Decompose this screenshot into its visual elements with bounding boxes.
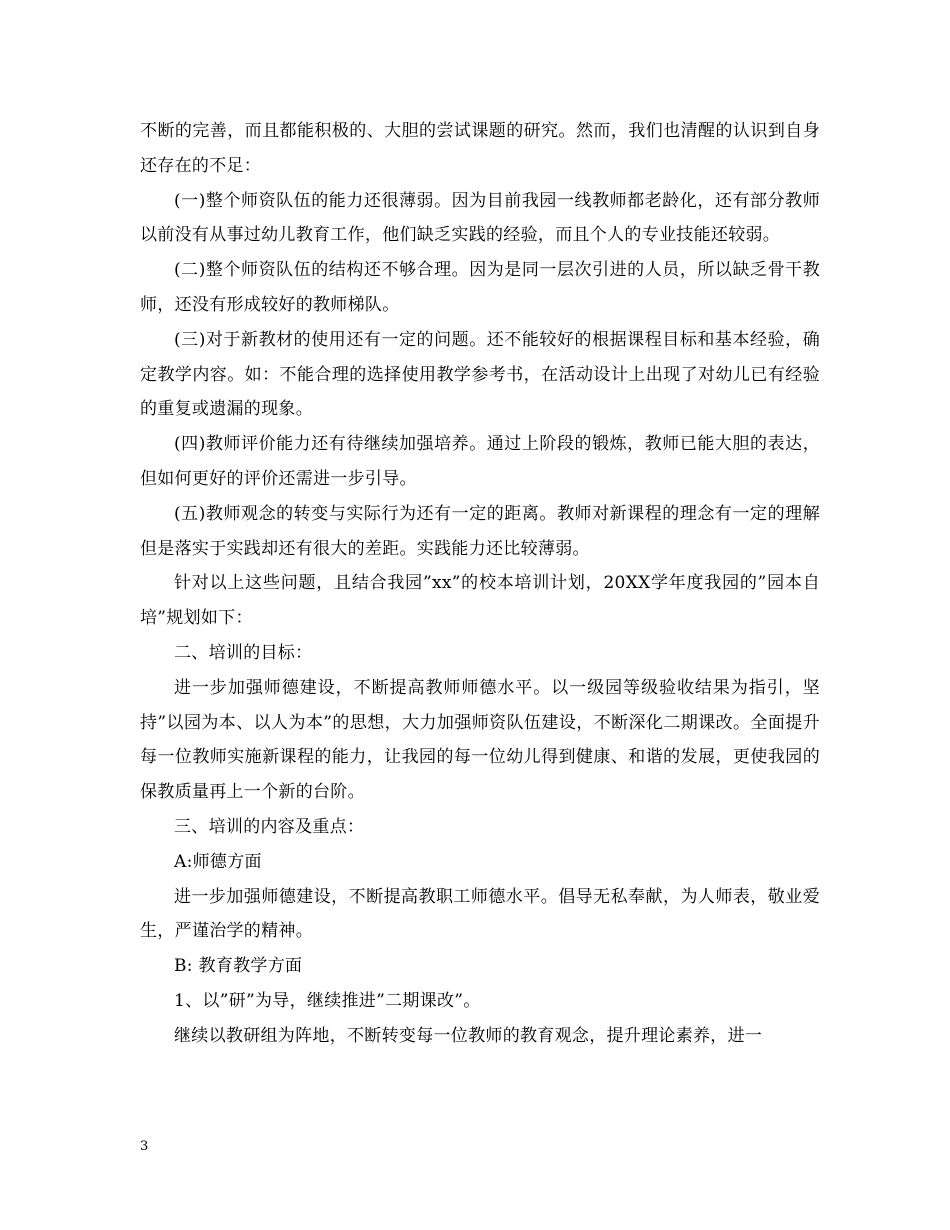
paragraph: (一)整个师资队伍的能力还很薄弱。因为目前我园一线教师都老龄化，还有部分教师以前没有从事过幼儿教育工作，他们缺乏实践的经验，而且个人的专业技能还较弱。 <box>140 190 820 246</box>
paragraph: (五)教师观念的转变与实际行为还有一定的距离。教师对新课程的理念有一定的理解但是落实于实践却还有很大的差距。实践能力还比较薄弱。 <box>140 503 820 559</box>
paragraph: 继续以教研组为阵地，不断转变每一位教师的教育观念，提升理论素养，进一 <box>174 1025 763 1046</box>
paragraph: (四)教师评价能力还有待继续加强培养。通过上阶段的锻炼，教师已能大胆的表达，但如何更好的评价还需进一步引导。 <box>140 434 820 489</box>
paragraph: (二)整个师资队伍的结构还不够合理。因为是同一层次引进的人员，所以缺乏骨干教师，还没有形成较好的教师梯队。 <box>140 260 820 315</box>
document-body <box>140 114 820 1054</box>
section-heading: 三、培训的内容及重点： <box>174 816 365 837</box>
paragraph: 不断的完善，而且都能积极的、大胆的尝试课题的研究。然而，我们也清醒的认识到自身还存在的不足： <box>140 121 820 176</box>
subsection-heading: B: 教育教学方面 <box>174 956 303 977</box>
paragraph: 进一步加强师德建设，不断提高教职工师德水平。倡导无私奉献，为人师表，敬业爱生，严谨治学的精神。 <box>140 886 820 942</box>
page-number: 3 <box>140 1139 149 1154</box>
subsection-heading: A:师德方面 <box>174 851 262 872</box>
section-heading: 二、培训的目标： <box>174 642 313 663</box>
paragraph: 进一步加强师德建设，不断提高教师师德水平。以一级园等级验收结果为指引，坚持”以园为本、以人为本”的思想，大力加强师资队伍建设，不断深化二期课改。全面提升每一位教师实施新课程的能力，让我园的每一位幼儿得到健康、和谐的发展，更使我园的保教质量再上一个新的台阶。 <box>140 677 820 803</box>
list-item-heading: 1、以”研”为导，继续推进”二期课改”。 <box>174 990 481 1011</box>
paragraph: 针对以上这些问题，且结合我园”xx”的校本培训计划，20XX学年度我园的”园本自培”规划如下： <box>140 573 820 629</box>
paragraph: (三)对于新教材的使用还有一定的问题。还不能较好的根据课程目标和基本经验，确定教学内容。如：不能合理的选择使用教学参考书，在活动设计上出现了对幼儿已有经验的重复或遗漏的现象。 <box>140 329 820 420</box>
